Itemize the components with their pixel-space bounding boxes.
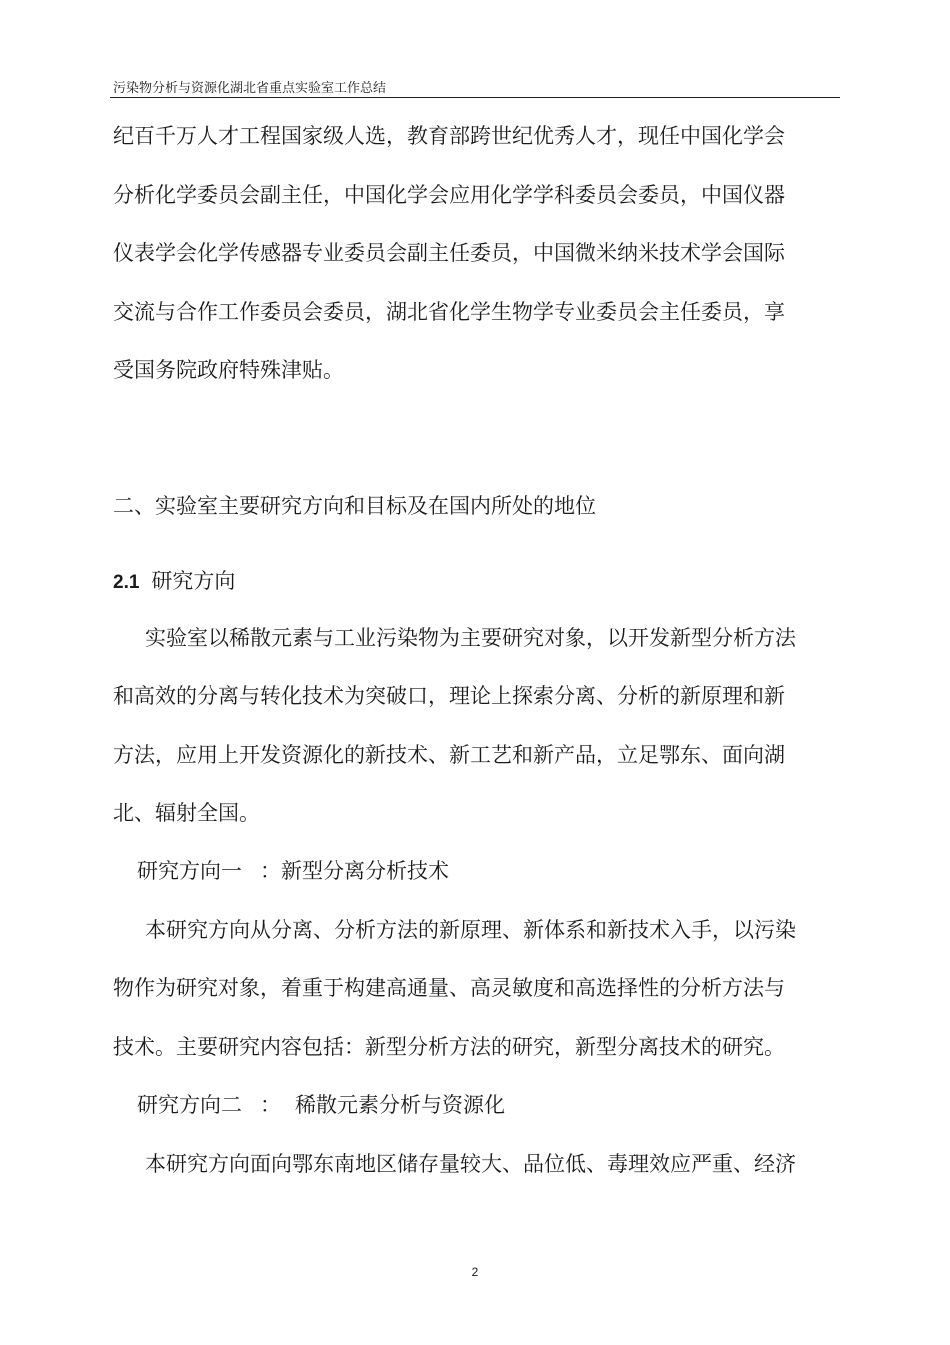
direction-label: 研究方向二 xyxy=(137,1093,242,1117)
body-line: 北、辐射全国。 xyxy=(113,801,260,825)
body-line: 仪表学会化学传感器专业委员会副主任委员，中国微米纳米技术学会国际 xyxy=(113,241,785,265)
body-line: 纪百千万人才工程国家级人选，教育部跨世纪优秀人才，现任中国化学会 xyxy=(113,124,785,148)
body-line: 实验室以稀散元素与工业污染物为主要研究对象，以开发新型分析方法 xyxy=(145,626,796,650)
subsection-heading xyxy=(113,569,235,595)
subsection-number: 2.1 xyxy=(113,572,140,593)
direction-heading xyxy=(137,859,449,883)
direction-label: 研究方向一 xyxy=(137,859,242,883)
direction-separator: ： xyxy=(260,859,281,883)
subsection-title: 研究方向 xyxy=(151,569,236,593)
body-line: 本研究方向面向鄂东南地区储存量较大、品位低、毒理效应严重、经济 xyxy=(145,1152,796,1176)
body-line: 本研究方向从分离、分析方法的新原理、新体系和新技术入手，以污染 xyxy=(145,918,796,942)
direction-title: 稀散元素分析与资源化 xyxy=(295,1093,505,1117)
body-line: 技术。主要研究内容包括：新型分析方法的研究，新型分离技术的研究。 xyxy=(113,1035,785,1059)
body-line: 方法，应用上开发资源化的新技术、新工艺和新产品，立足鄂东、面向湖 xyxy=(113,743,785,767)
body-line: 分析化学委员会副主任，中国化学会应用化学学科委员会委员，中国仪器 xyxy=(113,183,785,207)
body-line: 物作为研究对象，着重于构建高通量、高灵敏度和高选择性的分析方法与 xyxy=(113,976,785,1000)
running-header: 污染物分析与资源化湖北省重点实验室工作总结 xyxy=(113,81,387,96)
direction-heading xyxy=(137,1093,505,1117)
direction-separator: ： xyxy=(260,1093,281,1117)
page-number: 2 xyxy=(471,1265,479,1279)
body-line: 交流与合作工作委员会委员，湖北省化学生物学专业委员会主任委员，享 xyxy=(113,300,785,324)
body-line: 和高效的分离与转化技术为突破口，理论上探索分离、分析的新原理和新 xyxy=(113,684,785,708)
body-line: 受国务院政府特殊津贴。 xyxy=(113,358,344,382)
header-divider xyxy=(110,97,840,98)
direction-title: 新型分离分析技术 xyxy=(281,859,449,883)
section-heading: 二、实验室主要研究方向和目标及在国内所处的地位 xyxy=(113,494,596,518)
